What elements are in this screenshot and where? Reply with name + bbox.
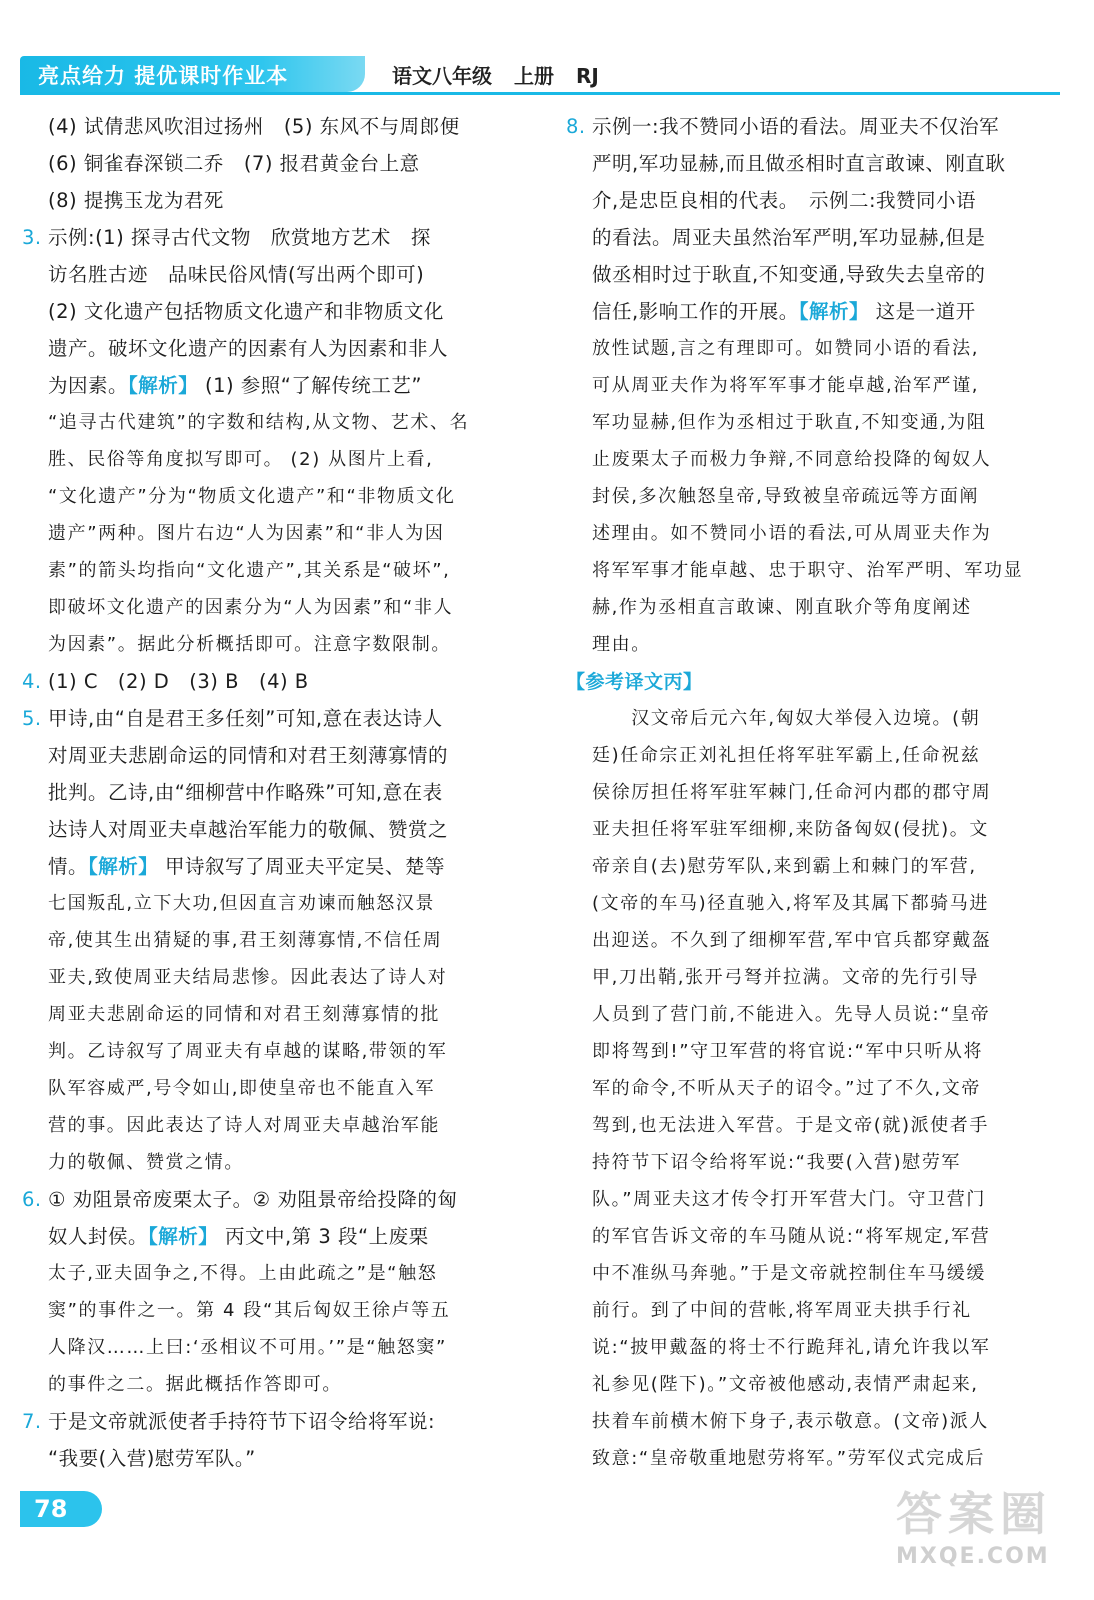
answer-line: 批判。乙诗,由“细柳营中作略殊”可知,意在表 bbox=[48, 781, 443, 804]
analysis-tag: 【解析】 bbox=[88, 855, 159, 878]
answer-line: 信任,影响工作的开展。【解析】 这是一道开 bbox=[592, 300, 976, 323]
answer-line: 情。【解析】 甲诗叙写了周亚夫平定吴、楚等 bbox=[48, 855, 445, 878]
translation-line: 说:“披甲戴盔的将士不行跪拜礼,请允许我以军 bbox=[592, 1337, 991, 1358]
analysis-line: “追寻古代建筑”的字数和结构,从文物、艺术、名 bbox=[48, 412, 470, 433]
answer-line: 做丞相时过于耿直,不知变通,导致失去皇帝的 bbox=[592, 263, 986, 286]
right-column bbox=[566, 108, 1056, 1477]
analysis-line: 即破坏文化遗产的因素分为“人为因素”和“非人 bbox=[48, 597, 454, 618]
analysis-tag: 【解析】 bbox=[128, 374, 199, 397]
answer-line: (6) 铜雀春深锁二乔 (7) 报君黄金台上意 bbox=[48, 152, 420, 175]
header-divider bbox=[20, 92, 1060, 95]
answer-line: 对周亚夫悲剧命运的同情和对君王刻薄寡情的 bbox=[48, 744, 449, 767]
answer-line: (4) 试倩悲风吹泪过扬州 (5) 东风不与周郎便 bbox=[48, 115, 460, 138]
reference-translation-title: 【参考译文丙】 bbox=[566, 671, 703, 693]
translation-line: 的军官告诉文帝的车马随从说:“将军规定,军营 bbox=[592, 1226, 991, 1247]
question-number: 6. bbox=[22, 1188, 42, 1211]
analysis-line: 封侯,多次触怒皇帝,导致被皇帝疏远等方面阐 bbox=[592, 486, 980, 507]
answer-line: (8) 提携玉龙为君死 bbox=[48, 189, 224, 212]
translation-line: 出迎送。不久到了细柳军营,军中官兵都穿戴盔 bbox=[592, 930, 992, 951]
analysis-line: 胜、民俗等角度拟写即可。 (2) 从图片上看, bbox=[48, 449, 434, 470]
answer-line: 的看法。周亚夫虽然治军严明,军功显赫,但是 bbox=[592, 226, 986, 249]
page-number: 78 bbox=[20, 1491, 102, 1527]
translation-line: 人员到了营门前,不能进入。先导人员说:“皇帝 bbox=[592, 1004, 991, 1025]
answer-line: 6. ① 劝阻景帝废栗太子。② 劝阻景帝给投降的匈 bbox=[22, 1181, 534, 1218]
translation-line: 中不准纵马奔驰。”于是文帝就控制住车马缓缓 bbox=[592, 1263, 986, 1284]
analysis-line: 窦”的事件之一。第 4 段“其后匈奴王徐卢等五 bbox=[48, 1300, 451, 1321]
translation-line: 侯徐厉担任将军驻军棘门,任命河内郡的郡守周 bbox=[592, 782, 992, 803]
analysis-tag: 【解析】 bbox=[148, 1225, 219, 1248]
answer-line: 访名胜古迹 品味民俗风情(写出两个即可) bbox=[48, 263, 425, 286]
analysis-line: 为因素”。据此分析概括即可。注意字数限制。 bbox=[48, 634, 451, 655]
answer-line: 3. 示例:(1) 探寻古代文物 欣赏地方艺术 探 bbox=[22, 219, 534, 256]
question-number: 3. bbox=[22, 226, 42, 249]
analysis-line: 素”的箭头均指向“文化遗产”,其关系是“破坏”, bbox=[48, 560, 451, 581]
translation-line: 军的命令,不听从天子的诏令。”过了不久,文帝 bbox=[592, 1078, 981, 1099]
answer-line: 奴人封侯。【解析】 丙文中,第 3 段“上废栗 bbox=[48, 1225, 429, 1248]
answer-line: 5. 甲诗,由“自是君王多任刻”可知,意在表达诗人 bbox=[22, 700, 534, 737]
analysis-line: 军功显赫,但作为丞相过于耿直,不知变通,为阻 bbox=[592, 412, 987, 433]
translation-line: 扶着车前横木俯下身子,表示敬意。(文帝)派人 bbox=[592, 1411, 989, 1432]
subject-edition: RJ bbox=[576, 64, 599, 88]
analysis-line: 述理由。如不赞同小语的看法,可从周亚夫作为 bbox=[592, 523, 992, 544]
translation-line: 礼参见(陛下)。”文帝被他感动,表情严肃起来, bbox=[592, 1374, 979, 1395]
translation-line: 驾到,也无法进入军营。于是文帝(就)派使者手 bbox=[592, 1115, 989, 1136]
translation-line: 持符节下诏令给将军说:“我要(入营)慰劳军 bbox=[592, 1152, 962, 1173]
translation-line: 汉文帝后元六年,匈奴大举侵入边境。(朝 bbox=[592, 708, 981, 729]
analysis-line: 七国叛乱,立下大功,但因直言劝谏而触怒汉景 bbox=[48, 893, 436, 914]
analysis-line: 周亚夫悲剧命运的同情和对君王刻薄寡情的批 bbox=[48, 1004, 440, 1025]
answer-line: (2) 文化遗产包括物质文化遗产和非物质文化 bbox=[48, 300, 444, 323]
answer-line: 为因素。【解析】 (1) 参照“了解传统工艺” bbox=[48, 374, 423, 397]
question-number: 5. bbox=[22, 707, 42, 730]
analysis-line: 遗产”两种。图片右边“人为因素”和“非人为因 bbox=[48, 523, 445, 544]
analysis-line: “文化遗产”分为“物质文化遗产”和“非物质文化 bbox=[48, 486, 456, 507]
analysis-line: 可从周亚夫作为将军军事才能卓越,治军严谨, bbox=[592, 375, 980, 396]
translation-line: 队。”周亚夫这才传令打开军营大门。守卫营门 bbox=[592, 1189, 986, 1210]
question-number: 4. bbox=[22, 670, 42, 693]
analysis-line: 判。乙诗叙写了周亚夫有卓越的谋略,带领的军 bbox=[48, 1041, 448, 1062]
subject-info bbox=[392, 60, 621, 89]
translation-line: (文帝的车马)径直驰入,将军及其属下都骑马进 bbox=[592, 893, 989, 914]
left-column bbox=[22, 108, 534, 1477]
analysis-line: 帝,使其生出猜疑的事,君王刻薄寡情,不信任周 bbox=[48, 930, 443, 951]
answer-line: 7. 于是文帝就派使者手持符节下诏令给将军说: bbox=[22, 1403, 534, 1440]
translation-line: 甲,刀出鞘,张开弓弩并拉满。文帝的先行引导 bbox=[592, 967, 980, 988]
analysis-line: 放性试题,言之有理即可。如赞同小语的看法, bbox=[592, 338, 980, 359]
translation-line: 廷)任命宗正刘礼担任将军驻军霸上,任命祝兹 bbox=[592, 745, 981, 766]
question-number: 8. bbox=[566, 115, 586, 138]
analysis-line: 力的敬佩、赞赏之情。 bbox=[48, 1152, 244, 1173]
question-number: 7. bbox=[22, 1410, 42, 1433]
translation-line: 帝亲自(去)慰劳军队,来到霸上和棘门的军营, bbox=[592, 856, 977, 877]
analysis-line: 止废栗太子而极力争辩,不同意给投降的匈奴人 bbox=[592, 449, 992, 470]
subject-volume: 上册 bbox=[514, 64, 554, 88]
translation-line: 即将驾到!”守卫军营的将官说:“军中只听从将 bbox=[592, 1041, 984, 1062]
brand-title: 亮点给力 提优课时作业本 bbox=[38, 64, 289, 88]
analysis-line: 的事件之二。据此概括作答即可。 bbox=[48, 1374, 342, 1395]
translation-line: 致意:“皇帝敬重地慰劳将军。”劳军仪式完成后 bbox=[592, 1448, 985, 1469]
answer-line: “我要(入营)慰劳军队。” bbox=[48, 1447, 256, 1470]
brand-banner bbox=[20, 56, 365, 92]
translation-line: 前行。到了中间的营帐,将军周亚夫拱手行礼 bbox=[592, 1300, 972, 1321]
analysis-line: 理由。 bbox=[592, 634, 651, 655]
answer-line: 达诗人对周亚夫卓越治军能力的敬佩、赞赏之 bbox=[48, 818, 449, 841]
answer-line: 严明,军功显赫,而且做丞相时直言敢谏、刚直耿 bbox=[592, 152, 1006, 175]
analysis-line: 太子,亚夫固争之,不得。上由此疏之”是“触怒 bbox=[48, 1263, 438, 1284]
analysis-tag: 【解析】 bbox=[798, 300, 869, 323]
analysis-line: 赫,作为丞相直言敢谏、刚直耿介等角度阐述 bbox=[592, 597, 972, 618]
page-header bbox=[0, 0, 1094, 100]
analysis-line: 亚夫,致使周亚夫结局悲惨。因此表达了诗人对 bbox=[48, 967, 448, 988]
answer-line: 遗产。破坏文化遗产的因素有人为因素和非人 bbox=[48, 337, 449, 360]
answer-line: 8. 示例一:我不赞同小语的看法。周亚夫不仅治军 bbox=[566, 108, 1056, 145]
watermark-logo: 答案圈 MXQE.COM bbox=[896, 1487, 1052, 1569]
translation-line: 亚夫担任将军驻军细柳,来防备匈奴(侵扰)。文 bbox=[592, 819, 989, 840]
analysis-line: 队军容威严,号令如山,即使皇帝也不能直入军 bbox=[48, 1078, 436, 1099]
analysis-line: 人降汉……上曰:‘丞相议不可用。’”是“触怒窦” bbox=[48, 1337, 447, 1358]
analysis-line: 营的事。因此表达了诗人对周亚夫卓越治军能 bbox=[48, 1115, 440, 1136]
answer-line: 4. (1) C (2) D (3) B (4) B bbox=[22, 663, 534, 700]
analysis-line: 将军军事才能卓越、忠于职守、治军严明、军功显 bbox=[592, 560, 1024, 581]
subject-grade: 语文八年级 bbox=[392, 64, 492, 88]
answer-line: 介,是忠臣良相的代表。 示例二:我赞同小语 bbox=[592, 189, 977, 212]
